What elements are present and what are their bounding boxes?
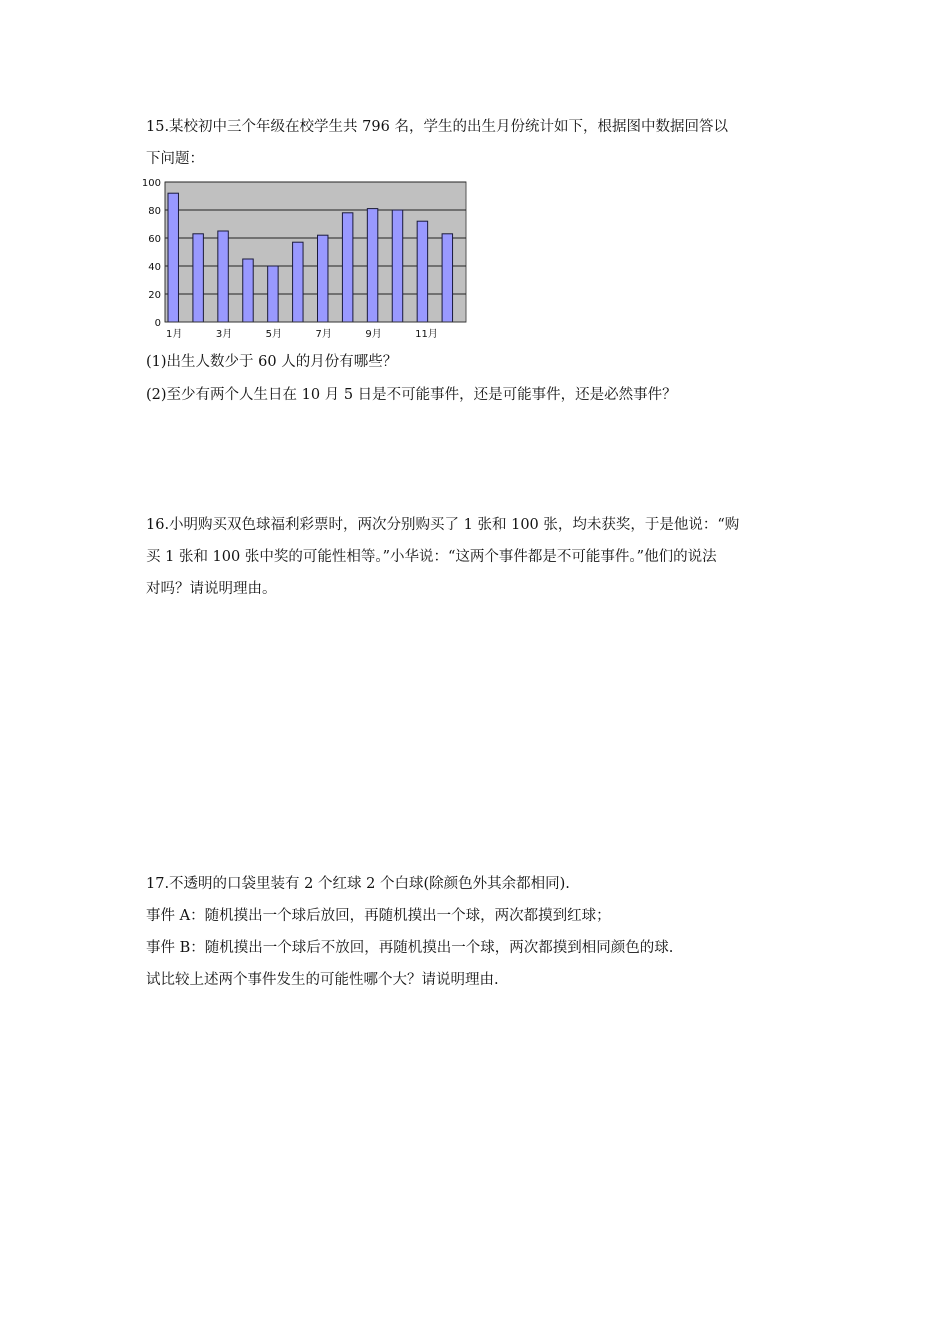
bar-8月	[342, 213, 352, 322]
y-tick-labels	[142, 178, 161, 329]
bar-1月	[168, 193, 178, 322]
y-tick-label-0: 0	[154, 318, 161, 329]
bar-5月	[268, 266, 278, 322]
q17-text-line4: 试比较上述两个事件发生的可能性哪个大？请说明理由.	[146, 972, 499, 988]
q17-text-line2: 事件 A：随机摸出一个球后放回，再随机摸出一个球，两次都摸到红球；	[146, 908, 611, 924]
x-tick-label-4: 5月	[265, 329, 283, 340]
bar-2月	[193, 234, 203, 322]
y-tick-label-4: 80	[148, 206, 161, 217]
q17-text-line1: 17.不透明的口袋里装有 2 个红球 2 个白球(除颜色外其余都相同).	[146, 876, 570, 892]
q15-sub1: (1)出生人数少于 60 人的月份有哪些？	[146, 354, 398, 370]
bar-10月	[392, 210, 402, 322]
q15-text-line1: 15.某校初中三个年级在校学生共 796 名，学生的出生月份统计如下，根据图中数据回答以	[146, 119, 728, 135]
y-tick-label-5: 100	[141, 178, 161, 189]
bar-11月	[417, 221, 427, 322]
x-tick-label-8: 9月	[365, 329, 382, 340]
bar-3月	[218, 231, 228, 322]
q15-text-line2: 下问题：	[146, 151, 204, 167]
bar-7月	[318, 235, 328, 322]
birth-month-bar-chart	[140, 178, 480, 346]
y-tick-label-2: 40	[148, 262, 161, 273]
x-tick-label-10: 11月	[415, 329, 438, 340]
x-tick-label-0: 1月	[166, 329, 183, 340]
bar-12月	[442, 234, 452, 322]
q16-text-line2: 买 1 张和 100 张中奖的可能性相等。”小华说：“这两个事件都是不可能事件。”他们的说法	[146, 549, 717, 565]
bar-6月	[293, 242, 303, 322]
y-tick-label-3: 60	[148, 234, 161, 245]
q16-text-line1: 16.小明购买双色球福利彩票时，两次分别购买了 1 张和 100 张，均未获奖，于是他说：“购	[146, 517, 740, 533]
q15-sub2: (2)至少有两个人生日在 10 月 5 日是不可能事件，还是可能事件，还是必然事件？	[146, 387, 677, 403]
x-tick-labels	[166, 328, 438, 340]
bar-9月	[367, 209, 377, 322]
x-tick-label-2: 3月	[215, 329, 233, 340]
y-tick-label-1: 20	[148, 290, 161, 301]
q16-text-line3: 对吗？请说明理由。	[146, 581, 277, 597]
q17-text-line3: 事件 B：随机摸出一个球后不放回，再随机摸出一个球，两次都摸到相同颜色的球.	[146, 940, 674, 956]
x-tick-label-6: 7月	[315, 329, 332, 340]
bar-4月	[243, 259, 253, 322]
